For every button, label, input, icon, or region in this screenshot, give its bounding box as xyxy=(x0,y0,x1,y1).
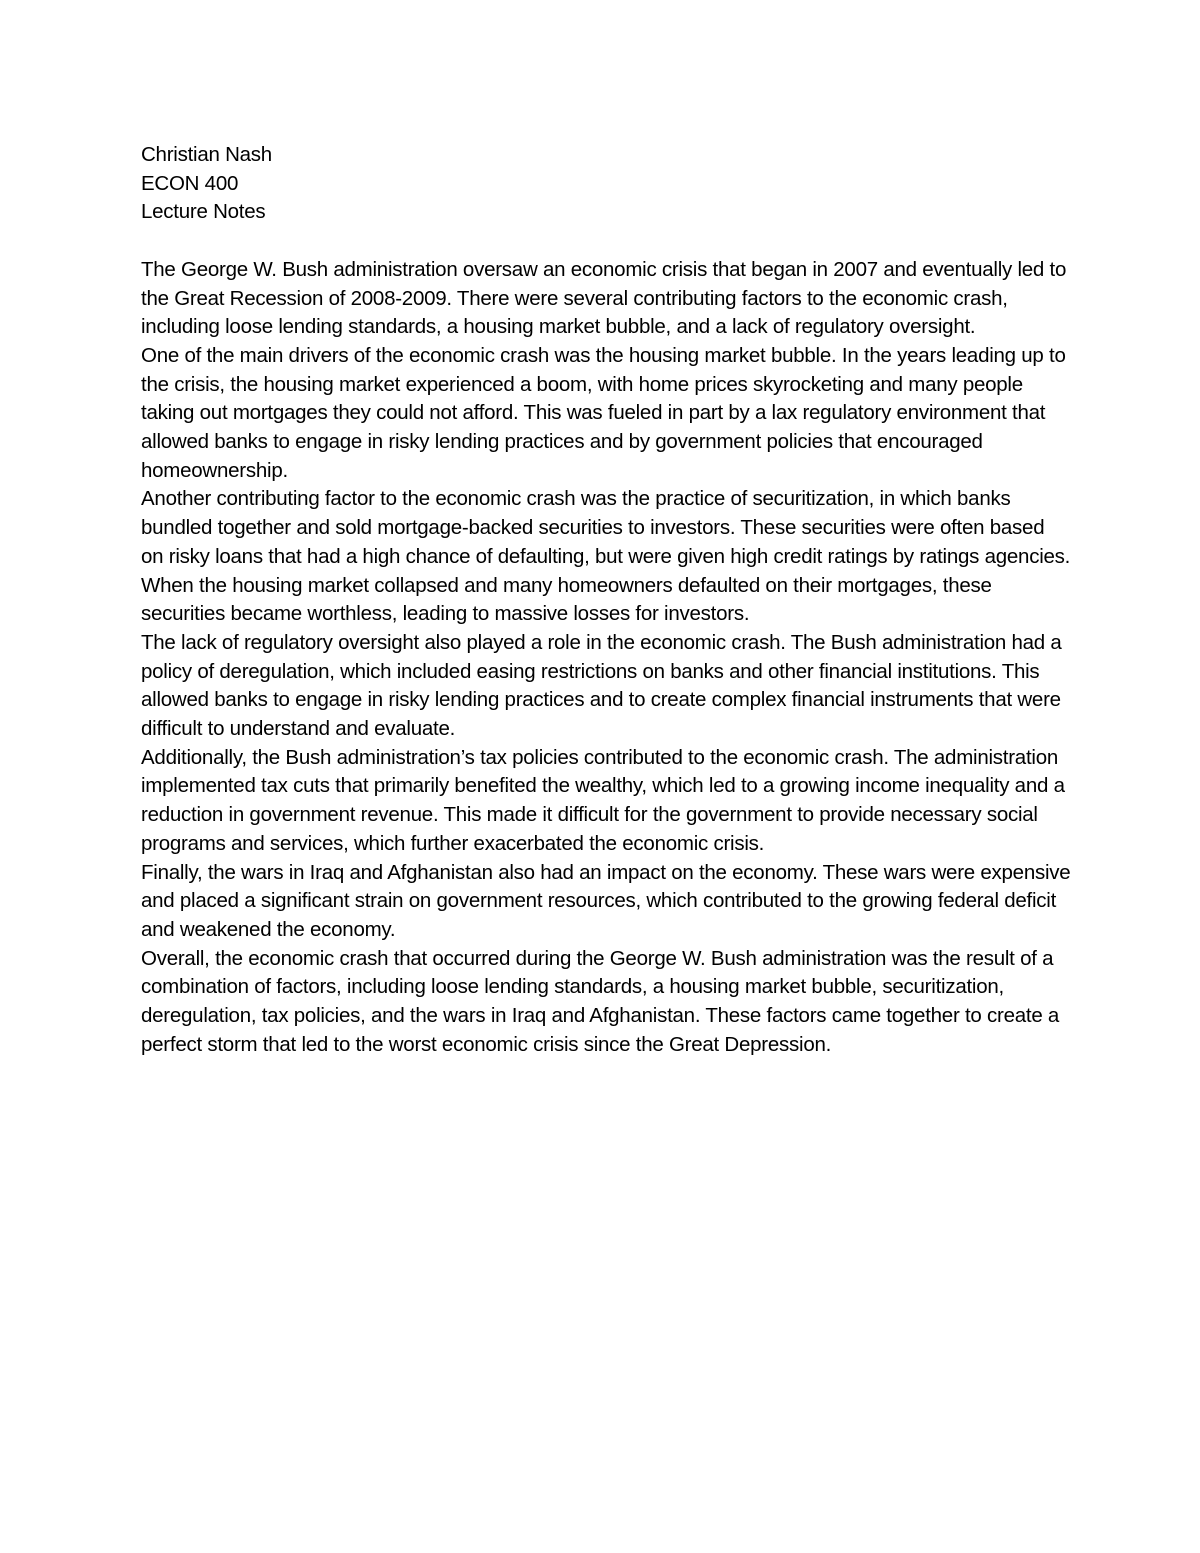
paragraph-housing-bubble: One of the main drivers of the economic crash was the housing market bubble. In the years leading up to the crisis, the housing market experienced a boom, with home prices skyrocketing and many people taking out mortgages they could not afford. This was fueled in part by a lax regulatory environment that allowed banks to engage in risky lending practices and by government policies that encouraged homeownership. xyxy=(141,343,1066,482)
paragraph-securitization: Another contributing factor to the economic crash was the practice of securitization, in which banks bundled together and sold mortgage-backed securities to investors. These securities were often based on risky loans that had a high chance of defaulting, but were given high credit ratings by ratings agencies. When the housing market collapsed and many homeowners defaulted on their mortgages, these securities became worthless, leading to massive losses for investors. xyxy=(141,487,1071,626)
paragraph-wars: Finally, the wars in Iraq and Afghanistan also had an impact on the economy. These wars were expensive and placed a significant strain on government resources, which contributed to the growing federal deficit and weakened the economy. xyxy=(141,860,1071,941)
author-name: Christian Nash xyxy=(141,143,272,166)
paragraph-conclusion: Overall, the economic crash that occurred during the George W. Bush administration was the result of a combination of factors, including loose lending standards, a housing market bubble, securitization, deregulation, tax policies, and the wars in Iraq and Afghanistan. These factors came together to create a perfect storm that led to the worst economic crisis since the Great Depression. xyxy=(141,946,1060,1056)
paragraph-intro: The George W. Bush administration oversaw an economic crisis that began in 2007 and eventually led to the Great Recession of 2008-2009. There were several contributing factors to the economic crash, including loose lending standards, a housing market bubble, and a lack of regulatory oversight. xyxy=(141,257,1067,339)
document-title: Lecture Notes xyxy=(141,200,266,224)
blank-line xyxy=(141,227,1071,256)
paragraph-regulatory-oversight: The lack of regulatory oversight also played a role in the economic crash. The Bush administration had a policy of deregulation, which included easing restrictions on banks and other financial institutions. This allowed banks to engage in risky lending practices and to create complex financial instruments that were difficult to understand and evaluate. xyxy=(141,630,1062,741)
paragraph-tax-policies: Additionally, the Bush administration’s tax policies contributed to the economic crash. The administration implemented tax cuts that primarily benefited the wealthy, which led to a growing income inequality and a reduction in government revenue. This made it difficult for the government to provide necessary social programs and services, which further exacerbated the economic crisis. xyxy=(141,745,1065,855)
document-body xyxy=(141,141,1071,1059)
course-code: ECON 400 xyxy=(141,171,239,195)
